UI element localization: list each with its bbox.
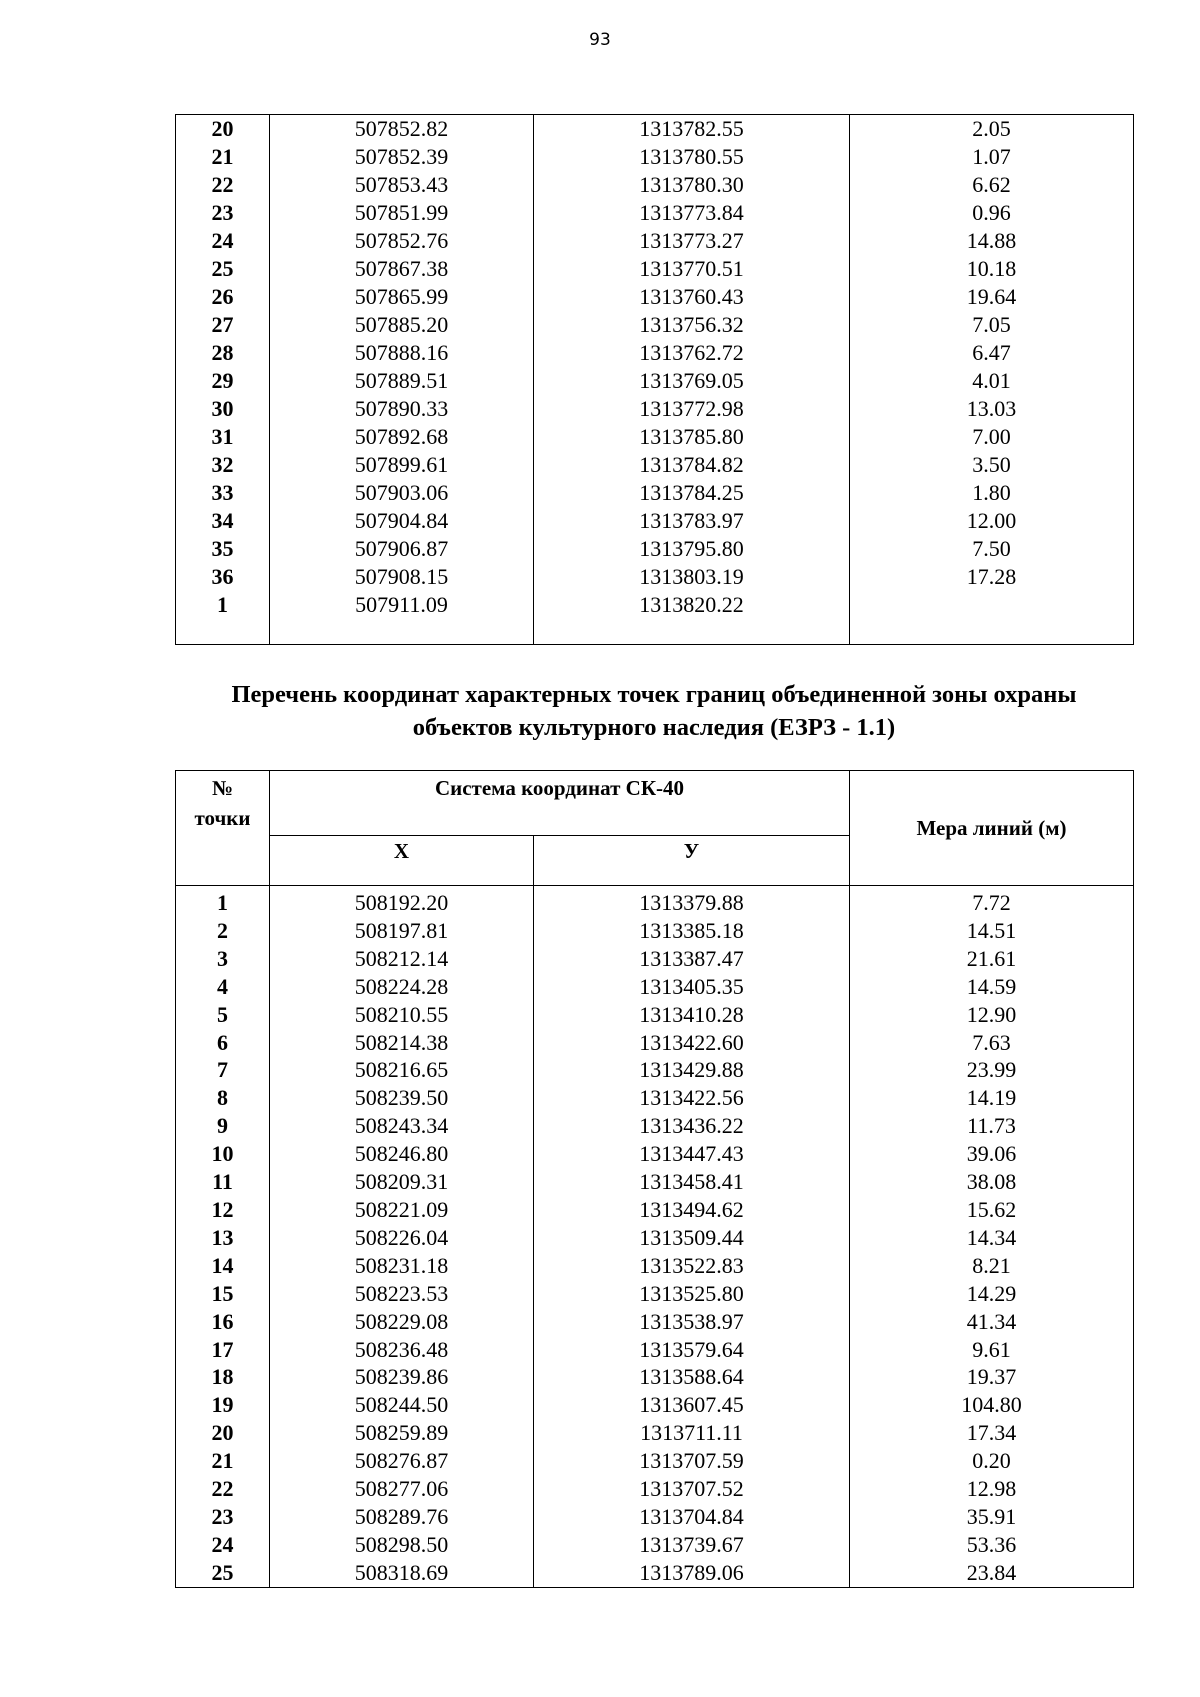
line-length: 23.99 [850, 1056, 1134, 1084]
line-length: 10.18 [850, 255, 1134, 283]
line-length: 15.62 [850, 1196, 1134, 1224]
table-row [176, 1112, 1134, 1140]
y-coordinate: 1313422.56 [534, 1084, 850, 1112]
table-row [176, 917, 1134, 945]
point-number: 30 [176, 395, 270, 423]
line-length: 12.98 [850, 1475, 1134, 1503]
line-length: 39.06 [850, 1140, 1134, 1168]
table-row [176, 1308, 1134, 1336]
line-length: 7.00 [850, 423, 1134, 451]
table-row [176, 1363, 1134, 1391]
table-row [176, 1029, 1134, 1057]
y-coordinate: 1313410.28 [534, 1001, 850, 1029]
y-coordinate: 1313579.64 [534, 1336, 850, 1364]
table-row [176, 886, 1134, 917]
point-number: 35 [176, 535, 270, 563]
x-coordinate: 507911.09 [270, 591, 534, 619]
point-number: 11 [176, 1168, 270, 1196]
x-coordinate: 507865.99 [270, 283, 534, 311]
table-row-blank [176, 619, 1134, 645]
header-point-number-line-1: № [211, 776, 234, 800]
point-number: 4 [176, 973, 270, 1001]
point-number: 3 [176, 945, 270, 973]
x-coordinate: 508236.48 [270, 1336, 534, 1364]
header-coordinate-system: Система координат СК-40 [270, 771, 850, 836]
coordinates-table-continued [175, 114, 1134, 645]
x-coordinate: 507892.68 [270, 423, 534, 451]
x-coordinate: 508231.18 [270, 1252, 534, 1280]
line-length: 1.80 [850, 479, 1134, 507]
line-length: 7.50 [850, 535, 1134, 563]
x-coordinate: 508259.89 [270, 1419, 534, 1447]
y-coordinate: 1313773.27 [534, 227, 850, 255]
blank-cell [270, 619, 534, 645]
y-coordinate: 1313784.25 [534, 479, 850, 507]
table-row [176, 255, 1134, 283]
y-coordinate: 1313782.55 [534, 115, 850, 144]
point-number: 1 [176, 591, 270, 619]
y-coordinate: 1313760.43 [534, 283, 850, 311]
line-length: 14.34 [850, 1224, 1134, 1252]
point-number: 25 [176, 1559, 270, 1587]
table-row [176, 171, 1134, 199]
point-number: 20 [176, 115, 270, 144]
y-coordinate: 1313820.22 [534, 591, 850, 619]
table-row [176, 1419, 1134, 1447]
table-row [176, 1224, 1134, 1252]
table-row [176, 1252, 1134, 1280]
line-length: 14.29 [850, 1280, 1134, 1308]
coordinates-table-body [176, 886, 1134, 1588]
table-row [176, 395, 1134, 423]
table-row [176, 451, 1134, 479]
y-coordinate: 1313739.67 [534, 1531, 850, 1559]
y-coordinate: 1313707.59 [534, 1447, 850, 1475]
table-row [176, 563, 1134, 591]
y-coordinate: 1313379.88 [534, 886, 850, 917]
x-coordinate: 507890.33 [270, 395, 534, 423]
y-coordinate: 1313422.60 [534, 1029, 850, 1057]
x-coordinate: 507906.87 [270, 535, 534, 563]
point-number: 31 [176, 423, 270, 451]
line-length: 7.05 [850, 311, 1134, 339]
line-length: 0.20 [850, 1447, 1134, 1475]
table-row [176, 1503, 1134, 1531]
x-coordinate: 507852.76 [270, 227, 534, 255]
table-row [176, 311, 1134, 339]
line-length: 38.08 [850, 1168, 1134, 1196]
x-coordinate: 507889.51 [270, 367, 534, 395]
point-number: 32 [176, 451, 270, 479]
table-row [176, 339, 1134, 367]
point-number: 24 [176, 227, 270, 255]
line-length: 14.51 [850, 917, 1134, 945]
point-number: 7 [176, 1056, 270, 1084]
line-length: 21.61 [850, 945, 1134, 973]
x-coordinate: 507903.06 [270, 479, 534, 507]
line-length: 14.59 [850, 973, 1134, 1001]
line-length: 2.05 [850, 115, 1134, 144]
table-row [176, 115, 1134, 144]
table-row [176, 1140, 1134, 1168]
table-header [176, 771, 1134, 886]
y-coordinate: 1313784.82 [534, 451, 850, 479]
line-length: 6.47 [850, 339, 1134, 367]
coordinates-table-ezrz [175, 770, 1134, 1588]
header-point-number-line-2: точки [194, 806, 251, 830]
x-coordinate: 507852.82 [270, 115, 534, 144]
point-number: 10 [176, 1140, 270, 1168]
point-number: 2 [176, 917, 270, 945]
line-length: 0.96 [850, 199, 1134, 227]
header-x: Х [270, 835, 534, 885]
table-row [176, 1168, 1134, 1196]
table-row [176, 1001, 1134, 1029]
y-coordinate: 1313607.45 [534, 1391, 850, 1419]
table-row [176, 1084, 1134, 1112]
x-coordinate: 508223.53 [270, 1280, 534, 1308]
line-length: 7.72 [850, 886, 1134, 917]
y-coordinate: 1313783.97 [534, 507, 850, 535]
y-coordinate: 1313538.97 [534, 1308, 850, 1336]
table-row [176, 591, 1134, 619]
table-row [176, 283, 1134, 311]
y-coordinate: 1313770.51 [534, 255, 850, 283]
table-row [176, 535, 1134, 563]
y-coordinate: 1313780.55 [534, 143, 850, 171]
table-row [176, 1475, 1134, 1503]
x-coordinate: 508289.76 [270, 1503, 534, 1531]
x-coordinate: 507885.20 [270, 311, 534, 339]
y-coordinate: 1313385.18 [534, 917, 850, 945]
table-row [176, 1280, 1134, 1308]
y-coordinate: 1313711.11 [534, 1419, 850, 1447]
line-length [850, 591, 1134, 619]
table-row [176, 945, 1134, 973]
page-number: 93 [589, 30, 611, 50]
line-length: 14.19 [850, 1084, 1134, 1112]
x-coordinate: 507888.16 [270, 339, 534, 367]
x-coordinate: 508216.65 [270, 1056, 534, 1084]
blank-cell [850, 619, 1134, 645]
point-number: 13 [176, 1224, 270, 1252]
line-length: 12.90 [850, 1001, 1134, 1029]
line-length: 12.00 [850, 507, 1134, 535]
point-number: 28 [176, 339, 270, 367]
blank-cell [534, 619, 850, 645]
y-coordinate: 1313707.52 [534, 1475, 850, 1503]
table-row [176, 479, 1134, 507]
y-coordinate: 1313436.22 [534, 1112, 850, 1140]
x-coordinate: 507851.99 [270, 199, 534, 227]
x-coordinate: 508243.34 [270, 1112, 534, 1140]
table-row [176, 367, 1134, 395]
point-number: 25 [176, 255, 270, 283]
x-coordinate: 508239.86 [270, 1363, 534, 1391]
point-number: 5 [176, 1001, 270, 1029]
line-length: 17.34 [850, 1419, 1134, 1447]
table-row [176, 1336, 1134, 1364]
y-coordinate: 1313429.88 [534, 1056, 850, 1084]
point-number: 17 [176, 1336, 270, 1364]
line-length: 11.73 [850, 1112, 1134, 1140]
header-point-number [176, 771, 270, 886]
y-coordinate: 1313769.05 [534, 367, 850, 395]
y-coordinate: 1313773.84 [534, 199, 850, 227]
blank-cell [176, 619, 270, 645]
point-number: 24 [176, 1531, 270, 1559]
x-coordinate: 508210.55 [270, 1001, 534, 1029]
point-number: 33 [176, 479, 270, 507]
x-coordinate: 507852.39 [270, 143, 534, 171]
line-length: 19.37 [850, 1363, 1134, 1391]
x-coordinate: 508244.50 [270, 1391, 534, 1419]
point-number: 23 [176, 199, 270, 227]
table-row [176, 143, 1134, 171]
line-length: 19.64 [850, 283, 1134, 311]
point-number: 22 [176, 171, 270, 199]
point-number: 27 [176, 311, 270, 339]
y-coordinate: 1313785.80 [534, 423, 850, 451]
x-coordinate: 508224.28 [270, 973, 534, 1001]
table-row [176, 227, 1134, 255]
point-number: 8 [176, 1084, 270, 1112]
point-number: 21 [176, 1447, 270, 1475]
x-coordinate: 508298.50 [270, 1531, 534, 1559]
point-number: 23 [176, 1503, 270, 1531]
y-coordinate: 1313762.72 [534, 339, 850, 367]
x-coordinate: 508246.80 [270, 1140, 534, 1168]
y-coordinate: 1313522.83 [534, 1252, 850, 1280]
table-row [176, 199, 1134, 227]
section-title [175, 678, 1133, 744]
line-length: 53.36 [850, 1531, 1134, 1559]
x-coordinate: 508212.14 [270, 945, 534, 973]
point-number: 26 [176, 283, 270, 311]
x-coordinate: 508192.20 [270, 886, 534, 917]
line-length: 4.01 [850, 367, 1134, 395]
point-number: 6 [176, 1029, 270, 1057]
table-row [176, 1447, 1134, 1475]
coordinates-table-body [176, 115, 1134, 645]
x-coordinate: 508239.50 [270, 1084, 534, 1112]
x-coordinate: 508226.04 [270, 1224, 534, 1252]
section-title-line-2: объектов культурного наследия (ЕЗРЗ - 1.1) [412, 714, 896, 741]
point-number: 16 [176, 1308, 270, 1336]
point-number: 22 [176, 1475, 270, 1503]
line-length: 14.88 [850, 227, 1134, 255]
point-number: 12 [176, 1196, 270, 1224]
y-coordinate: 1313803.19 [534, 563, 850, 591]
x-coordinate: 507867.38 [270, 255, 534, 283]
table-row [176, 973, 1134, 1001]
y-coordinate: 1313458.41 [534, 1168, 850, 1196]
line-length: 8.21 [850, 1252, 1134, 1280]
line-length: 17.28 [850, 563, 1134, 591]
y-coordinate: 1313789.06 [534, 1559, 850, 1587]
y-coordinate: 1313509.44 [534, 1224, 850, 1252]
point-number: 18 [176, 1363, 270, 1391]
line-length: 104.80 [850, 1391, 1134, 1419]
point-number: 21 [176, 143, 270, 171]
y-coordinate: 1313525.80 [534, 1280, 850, 1308]
x-coordinate: 508209.31 [270, 1168, 534, 1196]
y-coordinate: 1313494.62 [534, 1196, 850, 1224]
line-length: 23.84 [850, 1559, 1134, 1587]
y-coordinate: 1313772.98 [534, 395, 850, 423]
y-coordinate: 1313795.80 [534, 535, 850, 563]
point-number: 14 [176, 1252, 270, 1280]
table-row [176, 1559, 1134, 1587]
x-coordinate: 507899.61 [270, 451, 534, 479]
line-length: 7.63 [850, 1029, 1134, 1057]
y-coordinate: 1313588.64 [534, 1363, 850, 1391]
table-row [176, 1056, 1134, 1084]
line-length: 3.50 [850, 451, 1134, 479]
point-number: 9 [176, 1112, 270, 1140]
table-row [176, 1391, 1134, 1419]
point-number: 34 [176, 507, 270, 535]
line-length: 9.61 [850, 1336, 1134, 1364]
line-length: 1.07 [850, 143, 1134, 171]
point-number: 19 [176, 1391, 270, 1419]
y-coordinate: 1313387.47 [534, 945, 850, 973]
x-coordinate: 508229.08 [270, 1308, 534, 1336]
x-coordinate: 508277.06 [270, 1475, 534, 1503]
point-number: 36 [176, 563, 270, 591]
y-coordinate: 1313704.84 [534, 1503, 850, 1531]
line-length: 6.62 [850, 171, 1134, 199]
x-coordinate: 508318.69 [270, 1559, 534, 1587]
table-row [176, 423, 1134, 451]
y-coordinate: 1313405.35 [534, 973, 850, 1001]
header-row [176, 771, 1134, 836]
y-coordinate: 1313756.32 [534, 311, 850, 339]
x-coordinate: 507908.15 [270, 563, 534, 591]
x-coordinate: 507904.84 [270, 507, 534, 535]
point-number: 15 [176, 1280, 270, 1308]
x-coordinate: 507853.43 [270, 171, 534, 199]
line-length: 35.91 [850, 1503, 1134, 1531]
y-coordinate: 1313780.30 [534, 171, 850, 199]
x-coordinate: 508221.09 [270, 1196, 534, 1224]
x-coordinate: 508276.87 [270, 1447, 534, 1475]
table-row [176, 1196, 1134, 1224]
x-coordinate: 508197.81 [270, 917, 534, 945]
line-length: 41.34 [850, 1308, 1134, 1336]
x-coordinate: 508214.38 [270, 1029, 534, 1057]
point-number: 1 [176, 886, 270, 917]
table-row [176, 507, 1134, 535]
header-line-length: Мера линий (м) [850, 771, 1134, 886]
table-row [176, 1531, 1134, 1559]
section-title-line-1: Перечень координат характерных точек границ объединенной зоны охраны [231, 681, 1077, 708]
point-number: 20 [176, 1419, 270, 1447]
header-y: У [534, 835, 850, 885]
point-number: 29 [176, 367, 270, 395]
y-coordinate: 1313447.43 [534, 1140, 850, 1168]
line-length: 13.03 [850, 395, 1134, 423]
